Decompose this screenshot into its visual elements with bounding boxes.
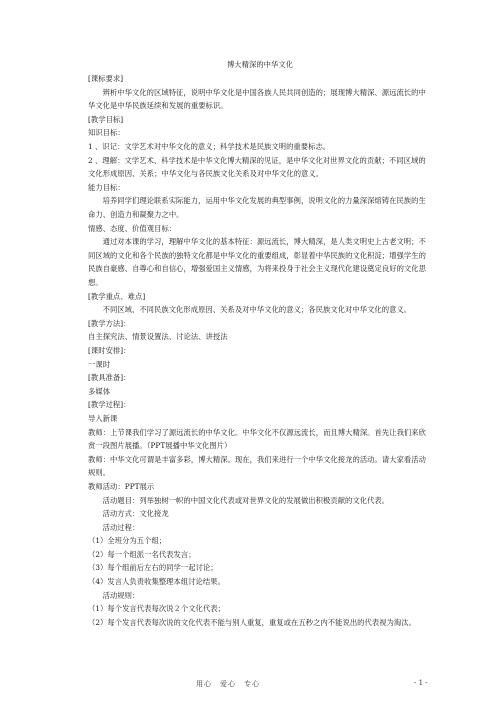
teacher-paragraph-1: 教师：上节课我们学习了源远流长的中华文化。中华文化不仅源远流长，而且博大精深。首先让我们来欣赏一段图片展播。（PPT展播中华文化图片） [88, 427, 426, 451]
section-heading-standards: [课标要求] [88, 74, 124, 84]
footer-motto: 用心 爱心 专心 [196, 680, 260, 688]
section-heading-objectives: [教学目标] [88, 114, 124, 124]
process-step-4: （4）发言人负责收集整理本组讨论结果。 [88, 577, 225, 587]
schedule-text: 一课时 [88, 359, 111, 369]
subheading-knowledge: 知识目标： [88, 128, 125, 138]
process-step-2: （2）每一个组派一名代表发言； [88, 549, 196, 559]
activity-rules-heading: 活动规则： [102, 590, 140, 600]
activity-process-heading: 活动过程： [102, 522, 140, 532]
page-number: - 1 - [414, 679, 428, 687]
teacher-paragraph-2: 教师：中华文化可谓是丰富多彩，博大精深。现在，我们来进行一个中华文化接龙的活动。请大家看活动规则。 [88, 454, 426, 478]
paragraph-standards: 辨析中华文化的区域特征，说明中华文化是中国各族人民共同创造的；展现博大精深、源远流长的中华文化是中华民族延续和发展的重要标识。 [88, 87, 426, 111]
paragraph-ability: 培养同学们理论联系实际能力，运用中华文化发展的典型事例，说明文化的力量深深熔铸在民族的生命力、创造力和凝聚力之中。 [88, 196, 426, 220]
section-heading-key-points: [教学重点、难点] [88, 291, 146, 301]
rule-2: （2）每个发言代表每次说的文化代表不能与别人重复，重复或在五秒之内不能说出的代表视为淘汰。 [88, 617, 416, 627]
subheading-emotion: 情感、态度、价值观目标： [88, 223, 177, 233]
subheading-ability: 能力目标： [88, 182, 125, 192]
section-heading-methods: [教学方法]： [88, 318, 131, 328]
document-title: 博大精深的中华文化 [226, 60, 294, 69]
knowledge-item-1: 1 、识记：文学艺术对中华文化的意义；科学技术是民族文明的重要标志。 [88, 142, 331, 152]
tools-text: 多媒体 [88, 386, 111, 396]
methods-text: 自主探究法、情景设置法、讨论法、讲授法 [88, 332, 228, 342]
rule-1: （1）每个发言代表每次说２个文化代表； [88, 604, 225, 614]
knowledge-item-2: 2 、理解：文学艺术、科学技术是中华文化博大精深的见证，是中华文化对世界文化的贡献；不同区域的文化形成原因、关系；中华文化与各民族文化关系及对中华文化的意义。 [88, 155, 426, 179]
teacher-activity: 教师活动：PPT展示 [88, 481, 155, 491]
section-heading-tools: [教具准备]： [88, 373, 131, 383]
activity-topic: 活动题目：列举独树一帜的中国文化代表或对世界文化的发展做出积极贡献的文化代表。 [102, 495, 390, 505]
paragraph-key-points: 不同区域、不同民族文化形成原因、关系及对中华文化的意义；各民族文化对中华文化的意义。 [102, 305, 412, 315]
process-step-3: （3）每个组前后左右的同学一起讨论； [88, 563, 218, 573]
process-step-1: （1）全班分为五个组； [88, 536, 167, 546]
section-heading-schedule: [课时安排]： [88, 345, 131, 355]
process-intro: 导入新课 [88, 413, 118, 423]
document-body [88, 58, 432, 629]
section-heading-process: [教学过程]： [88, 400, 131, 410]
paragraph-emotion: 通过对本课的学习，理解中华文化的基本特征：源远流长，博大精深，是人类文明史上古老文明；不同区域的文化和各个民族的独特文化都是中华文化的重要组成，彰显着中华民族的文化积淀；增强学生的民族自豪感、自尊心和自信心，增强爱国主义情感，为将来投身于社会主义现代化建设奠定良好的文化思想。 [88, 237, 426, 287]
activity-method: 活动方式：文化接龙 [102, 509, 169, 519]
